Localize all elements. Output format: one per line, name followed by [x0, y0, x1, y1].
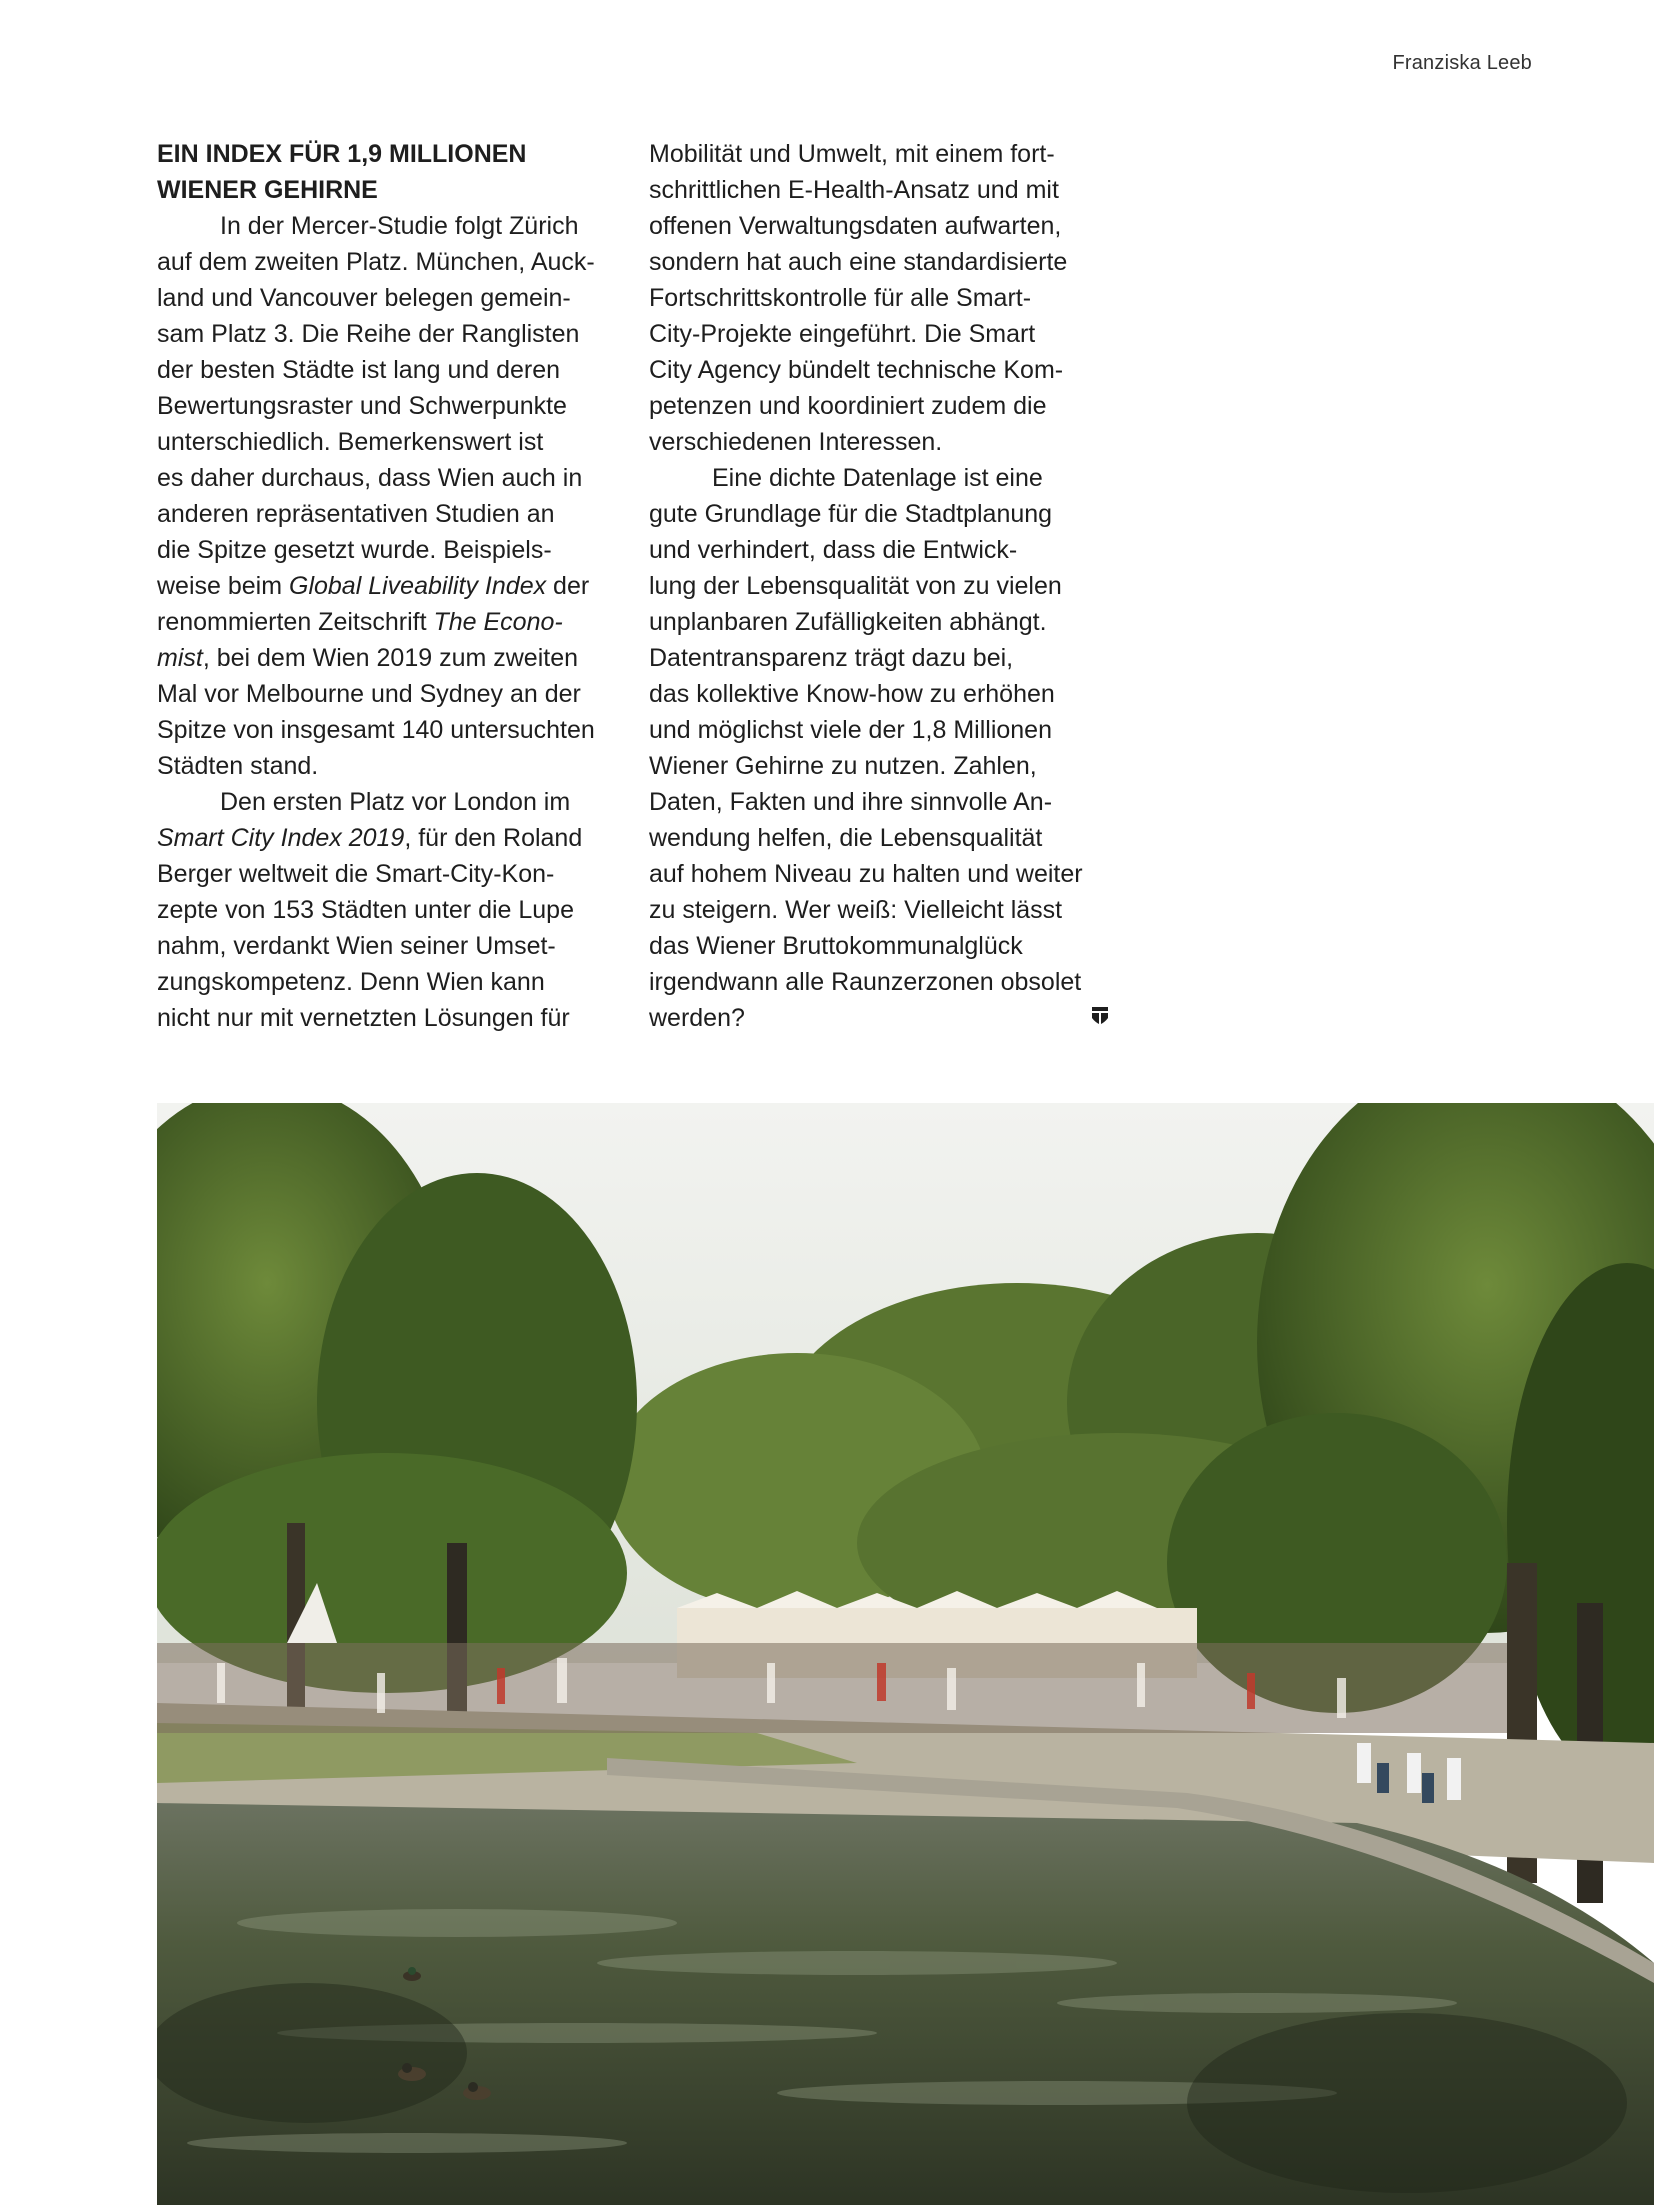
text-line: werden? [649, 1004, 745, 1032]
text-line: land und Vancouver belegen gemein- [157, 284, 571, 312]
text-line: das Wiener Bruttokommunalglück [649, 932, 1023, 960]
text-line: und verhindert, dass die Entwick- [649, 536, 1018, 564]
text-line: Spitze von insgesamt 140 untersuchten [157, 716, 595, 744]
article-column-right [649, 136, 1119, 1036]
text-line: irgendwann alle Raunzerzonen obsolet [649, 968, 1082, 996]
text-line: petenzen und koordiniert zudem die [649, 392, 1047, 420]
text-line: schrittlichen E-Health-Ansatz und mit [649, 176, 1059, 204]
text-line [157, 820, 627, 856]
text-line: Eine dichte Datenlage ist eine [712, 464, 1043, 492]
text-run: weise beim [157, 572, 289, 600]
text-line: die Spitze gesetzt wurde. Beispiels- [157, 536, 552, 564]
text-line: unterschiedlich. Bemerkenswert ist [157, 428, 544, 456]
text-line: sondern hat auch eine standardisierte [649, 248, 1068, 276]
publication-title-smart-city-index: Smart City Index 2019 [157, 824, 405, 852]
article-column-left [157, 136, 627, 1036]
text-line: nahm, verdankt Wien seiner Umset- [157, 932, 556, 960]
text-line: auf dem zweiten Platz. München, Auck- [157, 248, 595, 276]
text-line: Städten stand. [157, 752, 319, 780]
text-line: nicht nur mit vernetzten Lösungen für [157, 1004, 570, 1032]
text-run: , bei dem Wien 2019 zum zweiten [202, 644, 579, 672]
text-line: unplanbaren Zufälligkeiten abhängt. [649, 608, 1047, 636]
text-line [157, 568, 627, 604]
author-name: Franziska Leeb [1392, 52, 1532, 74]
text-line: Wiener Gehirne zu nutzen. Zahlen, [649, 752, 1037, 780]
text-line: Daten, Fakten und ihre sinnvolle An- [649, 788, 1053, 816]
text-line: zepte von 153 Städten unter die Lupe [157, 896, 574, 924]
text-line: Fortschrittskontrolle für alle Smart- [649, 284, 1032, 312]
text-line: Datentransparenz trägt dazu bei, [649, 644, 1014, 672]
text-line: gute Grundlage für die Stadtplanung [649, 500, 1053, 528]
text-line: sam Platz 3. Die Reihe der Ranglisten [157, 320, 580, 348]
text-line: Berger weltweit die Smart-City-Kon- [157, 860, 555, 888]
text-line: es daher durchaus, dass Wien auch in [157, 464, 583, 492]
vienna-shield-icon [1090, 1006, 1110, 1028]
text-line: Mal vor Melbourne und Sydney an der [157, 680, 581, 708]
text-line: In der Mercer-Studie folgt Zürich [220, 212, 579, 240]
text-line: Mobilität und Umwelt, mit einem fort- [649, 140, 1055, 168]
text-run: renommierten Zeitschrift [157, 608, 434, 636]
text-line: lung der Lebensqualität von zu vielen [649, 572, 1062, 600]
text-line: der besten Städte ist lang und deren [157, 356, 561, 384]
publication-title-liveability: Global Liveability Index [289, 572, 547, 600]
text-line: Bewertungsraster und Schwerpunkte [157, 392, 567, 420]
text-line: offenen Verwaltungsdaten aufwarten, [649, 212, 1062, 240]
section-heading-line-1: EIN INDEX FÜR 1,9 MILLIONEN [157, 140, 527, 168]
text-line: City-Projekte eingeführt. Die Smart [649, 320, 1036, 348]
text-line: City Agency bündelt technische Kom- [649, 356, 1064, 384]
publication-title-economist-end: mist [157, 644, 203, 672]
text-run: der [546, 572, 590, 600]
text-line: das kollektive Know-how zu erhöhen [649, 680, 1055, 708]
text-line: zu steigern. Wer weiß: Vielleicht lässt [649, 896, 1063, 924]
section-heading-line-2: WIENER GEHIRNE [157, 176, 378, 204]
text-line: wendung helfen, die Lebensqualität [649, 824, 1043, 852]
text-line: Den ersten Platz vor London im [220, 788, 571, 816]
text-line [157, 604, 627, 640]
text-line: und möglichst viele der 1,8 Millionen [649, 716, 1052, 744]
text-line: zungskompetenz. Denn Wien kann [157, 968, 545, 996]
text-line: anderen repräsentativen Studien an [157, 500, 555, 528]
text-line: auf hohem Niveau zu halten und weiter [649, 860, 1083, 888]
park-pond-photo [157, 1103, 1654, 2205]
text-run: , für den Roland [404, 824, 583, 852]
text-line: verschiedenen Interessen. [649, 428, 943, 456]
text-line [157, 640, 627, 676]
publication-title-economist: The Econo- [433, 608, 563, 636]
